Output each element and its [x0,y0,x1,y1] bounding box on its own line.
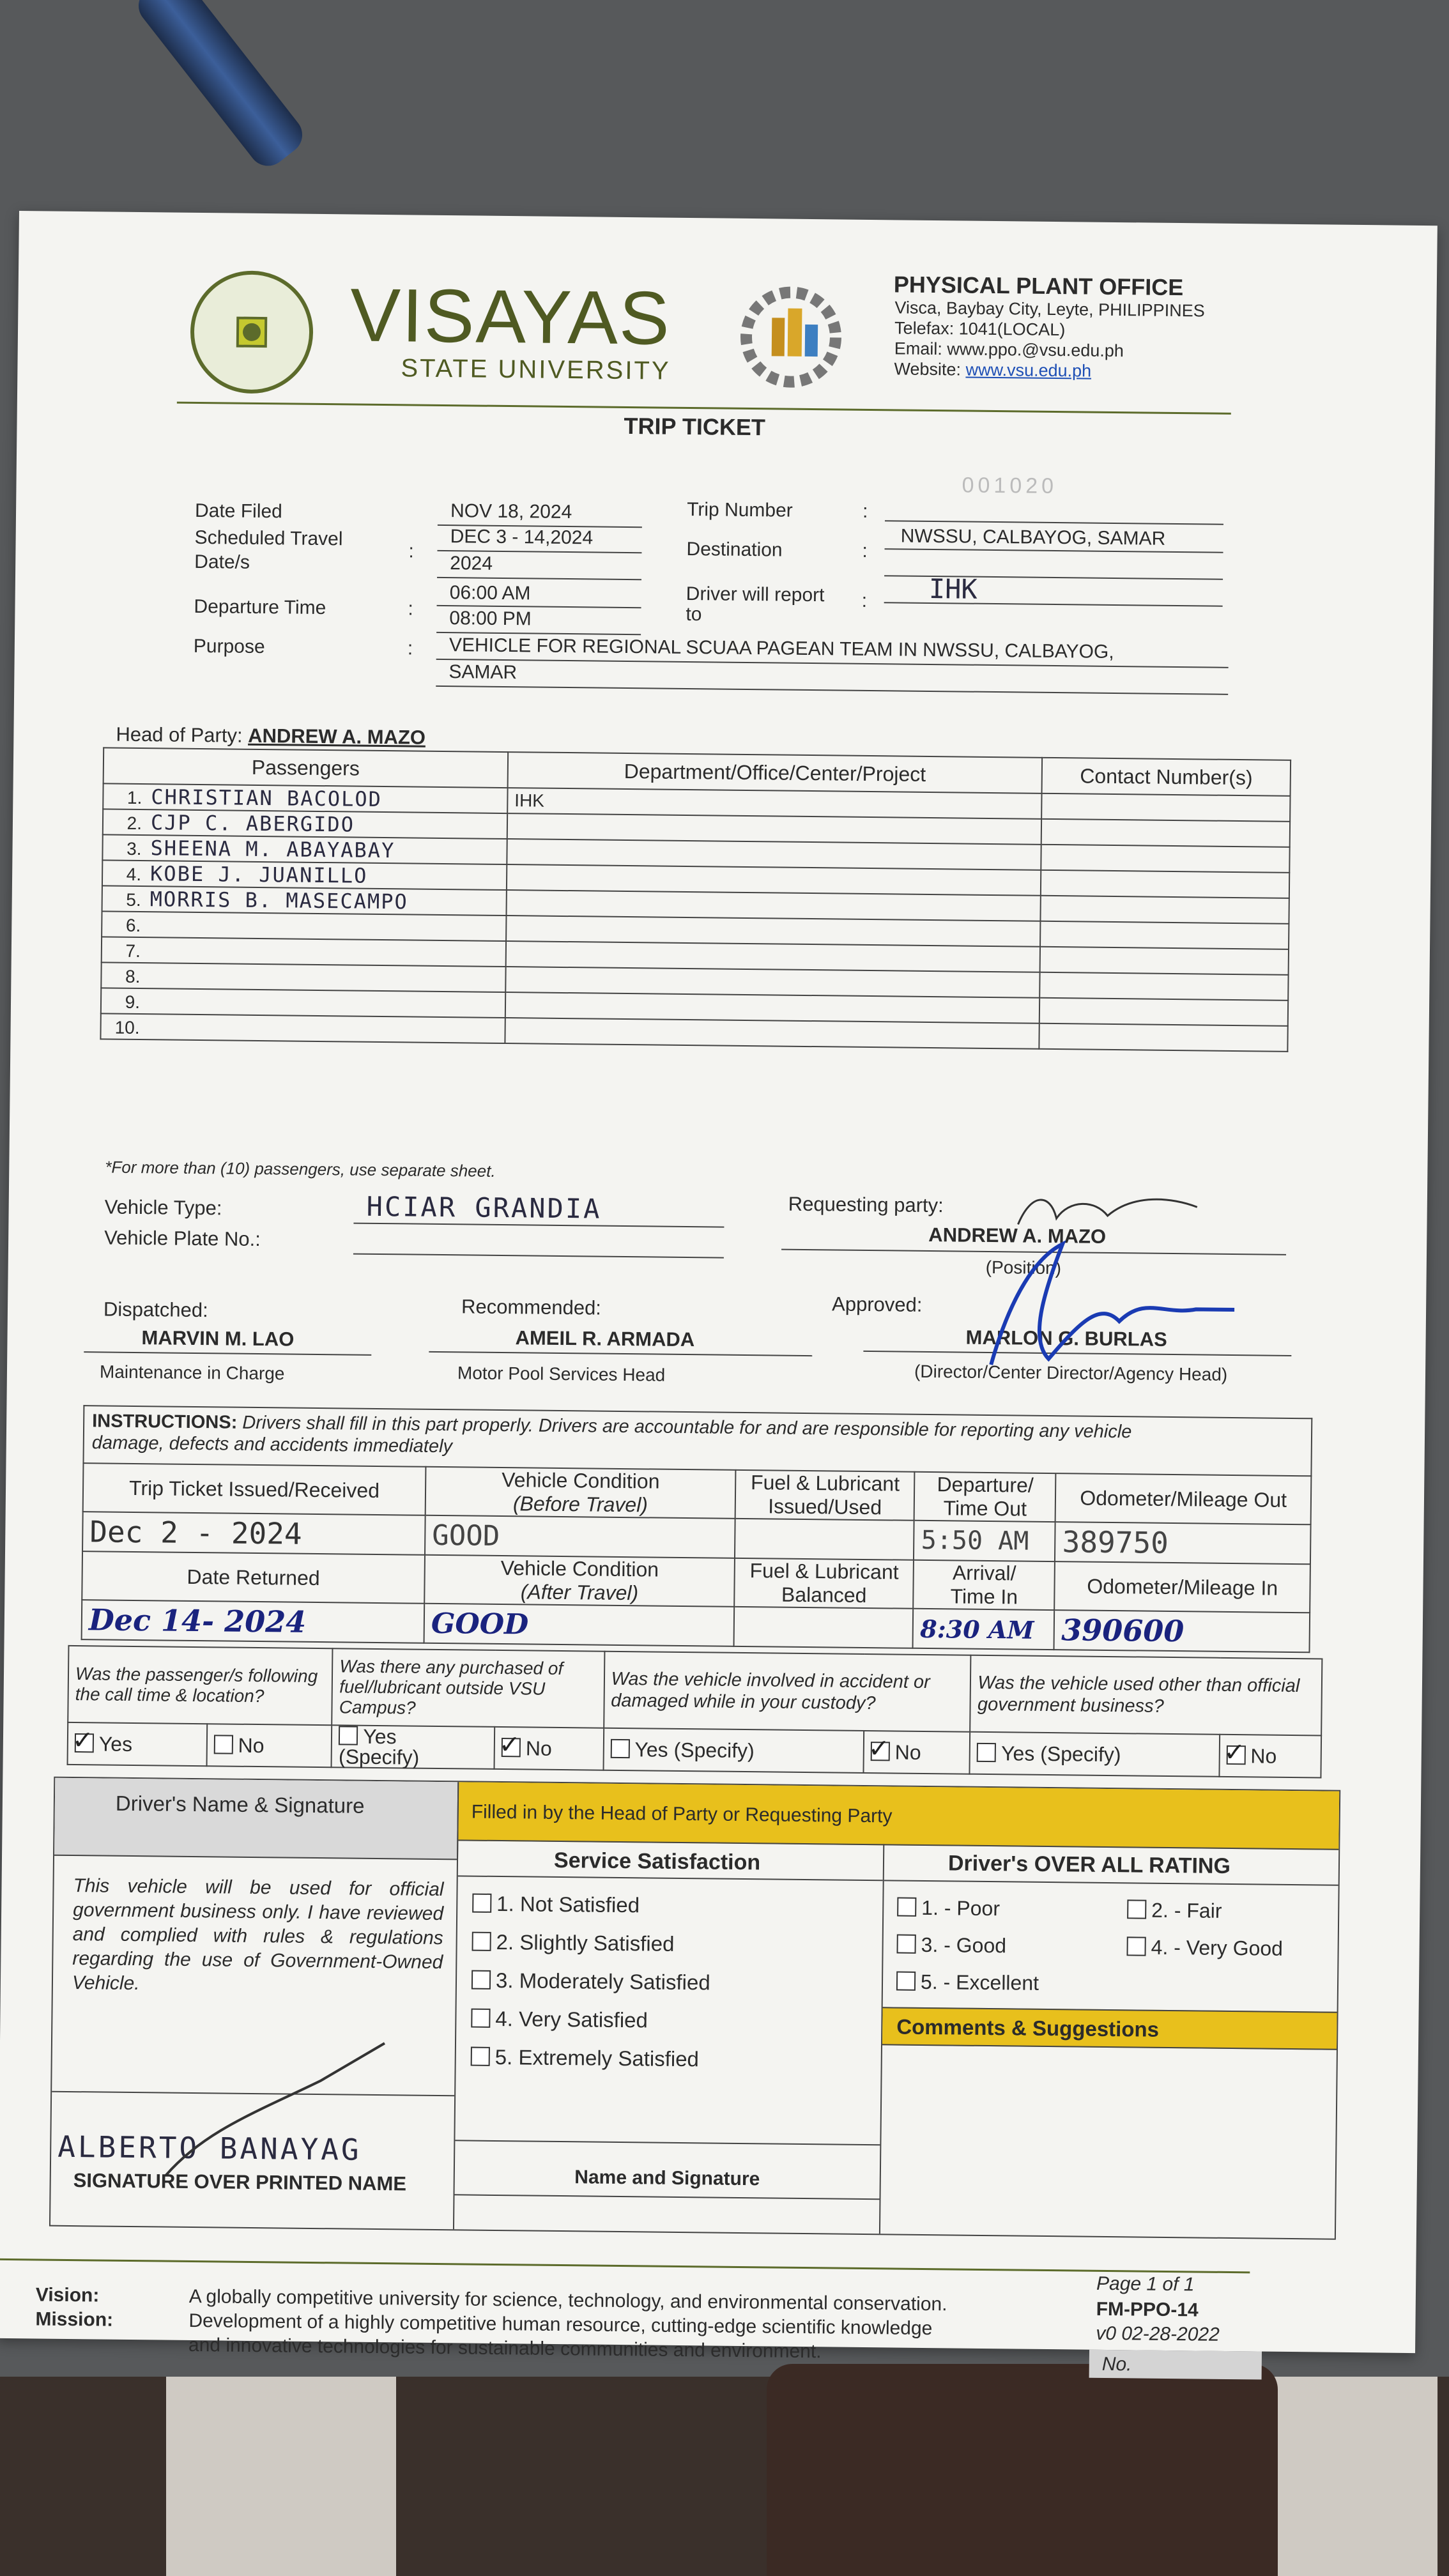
instructions-text [92,1410,1307,1466]
filled-by-label: Filled in by the Head of Party or Requesting Party [471,1801,893,1827]
rule [885,520,1223,525]
departure-label: Departure Time [194,595,326,619]
checkbox-icon[interactable] [977,1742,996,1761]
question-other-use: Was the vehicle used other than official government business? [970,1655,1322,1736]
colon: : [862,500,868,522]
report-to: IHK [928,572,977,605]
mission-text-2: and innovative technologies for sustainable communities and environment. [188,2334,822,2363]
checkbox-icon[interactable] [472,1932,491,1951]
destination-label: Destination [686,538,783,561]
trip-number: 001020 [962,473,1058,499]
service-option-label: 2. Slightly Satisfied [496,1929,675,1956]
driver-header: Driver's Name & Signature [115,1791,365,1818]
page-number: Page 1 of 1 [1096,2273,1195,2296]
passenger-number: 1. [126,787,142,808]
passenger-contact [1041,845,1290,873]
no-label: No [238,1733,264,1757]
colon: : [861,590,868,611]
passenger-name-cell [100,1013,505,1043]
q4-yes[interactable] [970,1732,1220,1777]
checkbox-icon[interactable] [339,1726,358,1745]
passenger-department: IHK [507,788,1042,819]
questions-table [67,1645,1323,1779]
checkbox-icon[interactable] [471,2009,490,2028]
rating-header-cell [884,1844,1339,1885]
service-option[interactable] [470,2038,867,2080]
passenger-table [100,747,1291,1052]
departure-time-2: 08:00 PM [449,608,532,630]
rating-poor[interactable] [897,1889,1040,1928]
filled-by-banner [458,1782,1339,1850]
vision-label: Vision: [35,2284,100,2306]
checkbox-icon[interactable] [610,1738,629,1758]
odometer-out: 389750 [1055,1522,1310,1564]
service-option-label: 3. Moderately Satisfied [495,1968,710,1995]
col-fuel-balanced-sub: Balanced [781,1583,867,1607]
col-fuel-balanced: Fuel & Lubricant [749,1559,899,1584]
yes-label: Yes [98,1731,133,1756]
condition-before: GOOD [425,1515,735,1558]
driver-header-cell [54,1778,459,1860]
scheduled-date-1: DEC 3 - 14,2024 [450,526,594,549]
checkbox-checked-icon[interactable]: ✓ [498,1730,521,1759]
dispatched-name: MARVIN M. LAO [141,1326,295,1351]
col-fuel-issued-sub: Issued/Used [768,1494,882,1519]
instructions-bold: INSTRUCTIONS: [92,1411,238,1433]
rating-label: 1. - Poor [921,1896,1000,1920]
col-cond-before-sub: (Before Travel) [512,1492,648,1517]
checkbox-icon[interactable] [213,1735,233,1754]
q3-yes[interactable] [603,1728,864,1773]
comments-header: Comments & Suggestions [896,2014,1160,2041]
checkbox-icon[interactable] [471,2047,490,2066]
service-option[interactable] [471,2000,868,2042]
rating-header: Driver's OVER ALL RATING [947,1851,1231,1878]
head-name: ANDREW A. MAZO [248,724,426,749]
mission-text-1: Development of a highly competitive human resource, cutting-edge scientific knowledge [188,2310,933,2340]
vision-text: A globally competitive university for science, technology, and environmental conservation. [188,2285,947,2315]
university-seal [190,270,314,394]
passenger-name: CJP C. ABERGIDO [150,810,355,837]
passenger-name-cell [102,860,507,890]
colon: : [408,540,414,562]
vehicle-type-label: Vehicle Type: [104,1195,222,1220]
scheduled-label: Scheduled Travel [194,526,343,550]
pen [131,0,310,174]
service-header: Service Satisfaction [553,1848,761,1875]
question-fuel-purchase: Was there any purchased of fuel/lubricant outside VSU Campus? [332,1648,605,1728]
head-label: Head of Party: [116,723,249,747]
passenger-name-cell [102,911,506,941]
form-version: v0 02-28-2022 [1096,2322,1220,2345]
rating-options-col-2 [1126,1891,1284,1967]
header-rule [177,402,1231,415]
passenger-number: 7. [125,940,141,962]
number-box [1089,2350,1262,2380]
passenger-number: 5. [126,889,141,910]
service-options [470,1885,868,2080]
instructions-line-2: damage, defects and accidents immediately [91,1432,453,1457]
ppo-logo [733,279,862,395]
purpose-label: Purpose [193,635,265,658]
passenger-number: 6. [125,915,141,936]
question-accident: Was the vehicle involved in accident or damaged while in your custody? [604,1652,971,1732]
passenger-contact [1041,896,1289,924]
passenger-name: SHEENA M. ABAYABAY [150,836,395,863]
col-contact: Contact Number(s) [1042,758,1291,796]
q1-yes[interactable] [68,1722,207,1766]
q2-yes[interactable] [332,1725,494,1769]
passenger-contact [1041,819,1290,847]
checkbox-checked-icon[interactable]: ✓ [1223,1738,1246,1767]
time-out: 5:50 AM [914,1521,1055,1561]
passenger-contact [1040,921,1289,949]
colon: : [407,638,413,659]
recommended-role: Motor Pool Services Head [457,1363,666,1385]
rule [455,2140,880,2145]
passenger-note: *For more than (10) passengers, use separate sheet. [105,1157,496,1181]
col-issued: Trip Ticket Issued/Received [83,1463,426,1515]
passenger-name-cell [103,809,507,839]
passenger-number: 3. [126,838,142,859]
scheduled-label-2: Date/s [194,551,250,573]
checkbox-checked-icon[interactable]: ✓ [868,1734,890,1763]
destination: NWSSU, CALBAYOG, SAMAR [900,525,1166,549]
rule [885,548,1223,553]
vehicle-plate-label: Vehicle Plate No.: [103,1226,261,1251]
checkbox-icon[interactable] [1126,1936,1146,1956]
return-date: Dec 14- 2024 [82,1600,425,1643]
driver-printed-name: ALBERTO BANAYAG [57,2129,362,2167]
condition-after: GOOD [424,1604,735,1646]
office-address: Visca, Baybay City, Leyte, PHILIPPINES [894,298,1205,321]
date-filed: NOV 18, 2024 [450,500,572,523]
service-option-label: 5. Extremely Satisfied [494,2044,700,2071]
university-name: VISAYAS [349,273,671,361]
approved-role: (Director/Center Director/Agency Head) [914,1361,1228,1384]
col-cond-after: Vehicle Condition [500,1556,659,1581]
passenger-name: MORRIS B. MASECAMPO [150,887,408,914]
col-department: Department/Office/Center/Project [507,752,1042,793]
office-telefax: Telefax: 1041(LOCAL) [894,318,1066,340]
passenger-contact [1039,1023,1288,1052]
bottom-section [49,1777,1340,2240]
hand [767,2364,1278,2576]
approved-label: Approved: [831,1292,923,1316]
rating-good[interactable] [896,1926,1039,1965]
passenger-name-cell [103,783,507,813]
checkbox-icon[interactable] [472,1894,491,1913]
service-option-label: 1. Not Satisfied [496,1891,640,1917]
checkbox-checked-icon[interactable]: ✓ [72,1726,94,1754]
col-arrival: Arrival/ [952,1561,1016,1585]
passenger-contact [1041,870,1289,898]
colon: : [862,540,868,562]
dispatched-role: Maintenance in Charge [99,1361,285,1384]
q1-no[interactable] [206,1724,332,1767]
floor-tile [166,2377,396,2576]
service-option[interactable] [471,1923,868,1965]
purpose-line-1: VEHICLE FOR REGIONAL SCUAA PAGEAN TEAM IN NWSSU, CALBAYOG, [448,634,1114,663]
office-name: PHYSICAL PLANT OFFICE [893,271,1184,301]
university-subtitle: STATE UNIVERSITY [401,354,671,385]
col-arrival-sub: Time In [950,1584,1018,1609]
mission-label: Mission: [35,2308,114,2331]
passenger-number: 2. [126,813,142,834]
col-odo-in: Odometer/Mileage In [1055,1561,1310,1613]
passenger-contact [1040,947,1289,975]
no-label: No [894,1740,921,1764]
service-header-cell [458,1839,884,1881]
col-cond-after-sub: (After Travel) [520,1580,639,1605]
passenger-contact [1041,793,1290,822]
checkbox-icon[interactable] [897,1897,916,1917]
report-label-2: to [686,603,702,625]
passenger-number: 10. [114,1017,140,1038]
passenger-department [505,1018,1039,1049]
requesting-signature [1005,1179,1210,1239]
service-option[interactable] [472,1885,869,1927]
issued-date: Dec 2 - 2024 [82,1512,425,1555]
service-option[interactable] [471,1961,868,2004]
q2-no[interactable] [494,1727,604,1770]
travel-log-table [81,1462,1312,1653]
driver-signature [153,2034,397,2190]
office-website [894,359,1091,381]
rating-excellent[interactable] [896,1963,1039,2002]
passenger-name-cell [102,885,507,916]
rating-fair[interactable] [1127,1891,1284,1930]
passenger-number: 4. [126,864,142,885]
checkbox-icon[interactable] [897,1935,916,1954]
service-option-label: 4. Very Satisfied [495,2006,648,2032]
rating-label: 4. - Very Good [1151,1935,1284,1960]
col-passengers: Passengers [103,747,508,788]
website-link[interactable]: www.vsu.edu.ph [965,360,1092,381]
website-label: Website: [894,359,966,379]
col-returned: Date Returned [82,1551,425,1604]
no-label: No [1250,1744,1277,1768]
footer-rule [0,2258,1250,2274]
scheduled-date-2: 2024 [450,553,493,574]
name-signature-label: Name and Signature [574,2166,760,2190]
purpose-line-2: SAMAR [448,661,518,684]
fuel-balanced-value [734,1607,914,1648]
col-departure: Departure/ [937,1473,1034,1497]
date-filed-label: Date Filed [194,500,282,523]
rating-label: 3. - Good [921,1933,1007,1958]
rule [436,686,1228,695]
no-label: No [525,1736,552,1760]
rating-very-good[interactable] [1126,1928,1283,1967]
checkbox-icon[interactable] [896,1972,916,1991]
q4-no[interactable] [1219,1735,1321,1778]
checkbox-icon[interactable] [1127,1899,1146,1919]
passenger-name-cell [102,834,507,864]
form-title: TRIP TICKET [624,412,766,441]
comments-header-cell [882,2007,1337,2050]
head-of-party [116,723,425,749]
rating-options [896,1889,1040,2002]
instructions-line-1: Drivers shall fill in this part properly. Drivers are accountable for and are responsible for reporting any vehicle [237,1412,1132,1443]
rating-label: 5. - Excellent [920,1970,1039,1995]
col-departure-sub: Time Out [943,1496,1027,1521]
passenger-name-cell [102,937,506,967]
passenger-name: KOBE J. JUANILLO [150,861,368,888]
requesting-position: (Position) [985,1257,1062,1278]
report-label: Driver will report [686,583,825,606]
office-email: Email: www.ppo.@vsu.edu.ph [894,339,1124,361]
passenger-contact [1039,972,1288,1000]
passenger-name-cell [101,988,505,1018]
trip-ticket-document [0,211,1438,2375]
passenger-name: CHRISTIAN BACOLOD [151,785,383,811]
col-fuel-issued: Fuel & Lubricant [750,1471,900,1496]
yes-specify-label: Yes (Specify) [1000,1741,1121,1766]
driver-statement: This vehicle will be used for official government business only. I have reviewed and complied with rules & regulations regarding the use of Government-Owned Vehicle. [72,1875,444,1995]
q3-no[interactable] [863,1731,970,1774]
rule [455,2194,880,2200]
passenger-contact [1039,998,1288,1026]
rule [84,1351,371,1356]
approved-name: MARLON G. BURLAS [965,1326,1167,1351]
yes-specify-label: Yes (Specify) [634,1737,755,1762]
rule [353,1254,724,1259]
yes-label: Yes [363,1724,397,1749]
question-call-time: Was the passenger/s following the call time & location? [68,1646,333,1725]
signature-label: SIGNATURE OVER PRINTED NAME [73,2169,407,2195]
approver-signature [953,1217,1274,1386]
dispatched-label: Dispatched: [103,1298,208,1322]
fuel-issued-value [735,1519,914,1560]
time-in: 8:30 AM [913,1609,1055,1650]
passenger-name-cell [101,962,505,992]
vehicle-type: HCIAR GRANDIA [366,1190,602,1225]
col-cond-before: Vehicle Condition [502,1468,660,1493]
departure-time-1: 06:00 AM [449,582,531,604]
checkbox-icon[interactable] [471,1970,491,1989]
recommended-label: Recommended: [461,1295,602,1319]
requesting-label: Requesting party: [788,1192,944,1217]
form-code: FM-PPO-14 [1096,2298,1199,2321]
requesting-name: ANDREW A. MAZO [928,1223,1107,1248]
rule [429,1351,812,1356]
col-odo-out: Odometer/Mileage Out [1055,1473,1311,1524]
colon: : [408,598,414,620]
passenger-number: 9. [125,992,141,1013]
odometer-in: 390600 [1054,1610,1310,1652]
recommended-name: AMEIL R. ARMADA [515,1326,695,1351]
number-label: No. [1101,2353,1132,2375]
passenger-number: 8. [125,966,141,987]
trip-number-label: Trip Number [686,498,793,521]
specify-label: (Specify) [338,1745,420,1769]
rule [437,577,641,580]
rating-label: 2. - Fair [1151,1898,1222,1922]
